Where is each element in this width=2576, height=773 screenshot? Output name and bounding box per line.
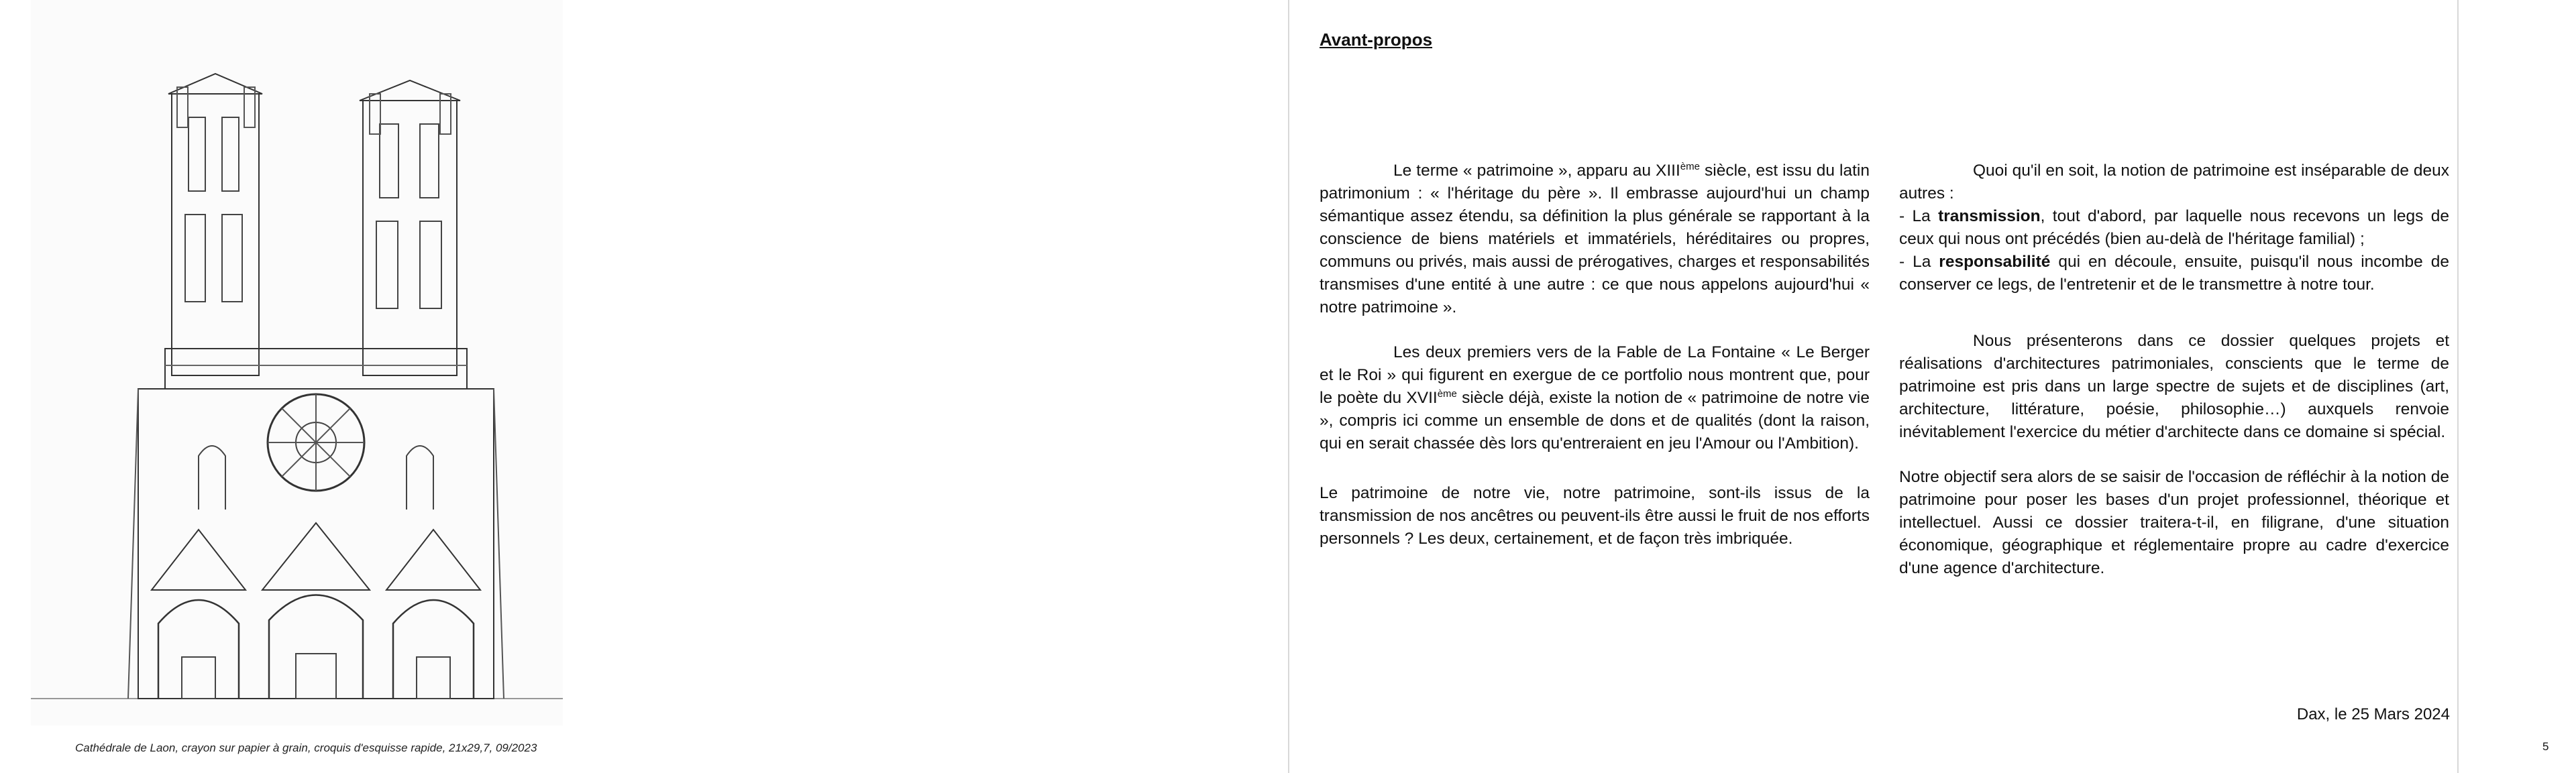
paragraph-6: Notre objectif sera alors de se saisir de l'occasion de réfléchir à la notion de patrimoine pour poser les bases d'un projet professionnel, théorique et intellectuel. Aussi ce dossier traitera-t-il, en filigrane, d'une situation économique, géographique et réglementaire propre au cadre d'exercice d'une agence d'architecture.: [1899, 468, 2449, 577]
text-column-left: [1320, 160, 1870, 573]
page-divider-center: [1288, 0, 1289, 773]
page-number: 5: [2542, 740, 2549, 753]
text-column-right: [1899, 160, 2449, 602]
paragraph-2: Les deux premiers vers de la Fable de La Fontaine « Le Berger et le Roi » qui figurent en exergue de ce portfolio nous montrent que, pour le poète du XVIIème siècle déjà, existe la notion de « patrimoine de notre vie », compris ici comme un ensemble de dons et de qualités (dont la raison, qui en serait chassée dès lors qu'entreraient en jeu l'Amour ou l'Ambition).: [1320, 343, 1870, 453]
page-divider-right: [2457, 0, 2459, 773]
list-item-responsabilite: - La responsabilité qui en découle, ensuite, puisqu'il nous incombe de conserver ce legs, de l'entretenir et de le transmettre à notre tour.: [1899, 253, 2449, 294]
sketch-caption: Cathédrale de Laon, crayon sur papier à grain, croquis d'esquisse rapide, 21x29,7, 09/2023: [75, 741, 537, 754]
cathedral-sketch-image: [31, 0, 563, 725]
paragraph-4: Quoi qu'il en soit, la notion de patrimoine est inséparable de deux autres :: [1899, 162, 2449, 202]
paragraph-3: Le patrimoine de notre vie, notre patrimoine, sont-ils issus de la transmission de nos ancêtres ou peuvent-ils être aussi le fruit de nos efforts personnels ? Les deux, certainement, et de façon très imbriquée.: [1320, 484, 1870, 548]
paragraph-5: Nous présenterons dans ce dossier quelques projets et réalisations d'architectures patrimoniales, conscients que le terme de patrimoine est pris dans un large spectre de sujets et de disciplines (art, architecture, littérature, poésie, philosophie…) auxquels renvoie inévitablement l'exercice du métier d'architecte dans ce domaine si spécial.: [1899, 332, 2449, 441]
paragraph-1: Le terme « patrimoine », apparu au XIIIème siècle, est issu du latin patrimonium : « l'héritage du père ». Il embrasse aujourd'hui un champ sémantique assez étendu, sa définition la plus générale se rapportant à la conscience de biens matériels et immatériels, héréditaires ou propres, communs ou privés, mais aussi de prérogatives, charges et responsabilités transmises d'une entité à une autre : ce que nous appelons aujourd'hui « notre patrimoine ».: [1320, 160, 1870, 316]
page-title: Avant-propos: [1320, 29, 1433, 50]
list-item-transmission: - La transmission, tout d'abord, par laquelle nous recevons un legs de ceux qui nous ont précédés (bien au-delà de l'héritage familial) ;: [1899, 207, 2450, 248]
date-line: Dax, le 25 Mars 2024: [2296, 705, 2450, 723]
